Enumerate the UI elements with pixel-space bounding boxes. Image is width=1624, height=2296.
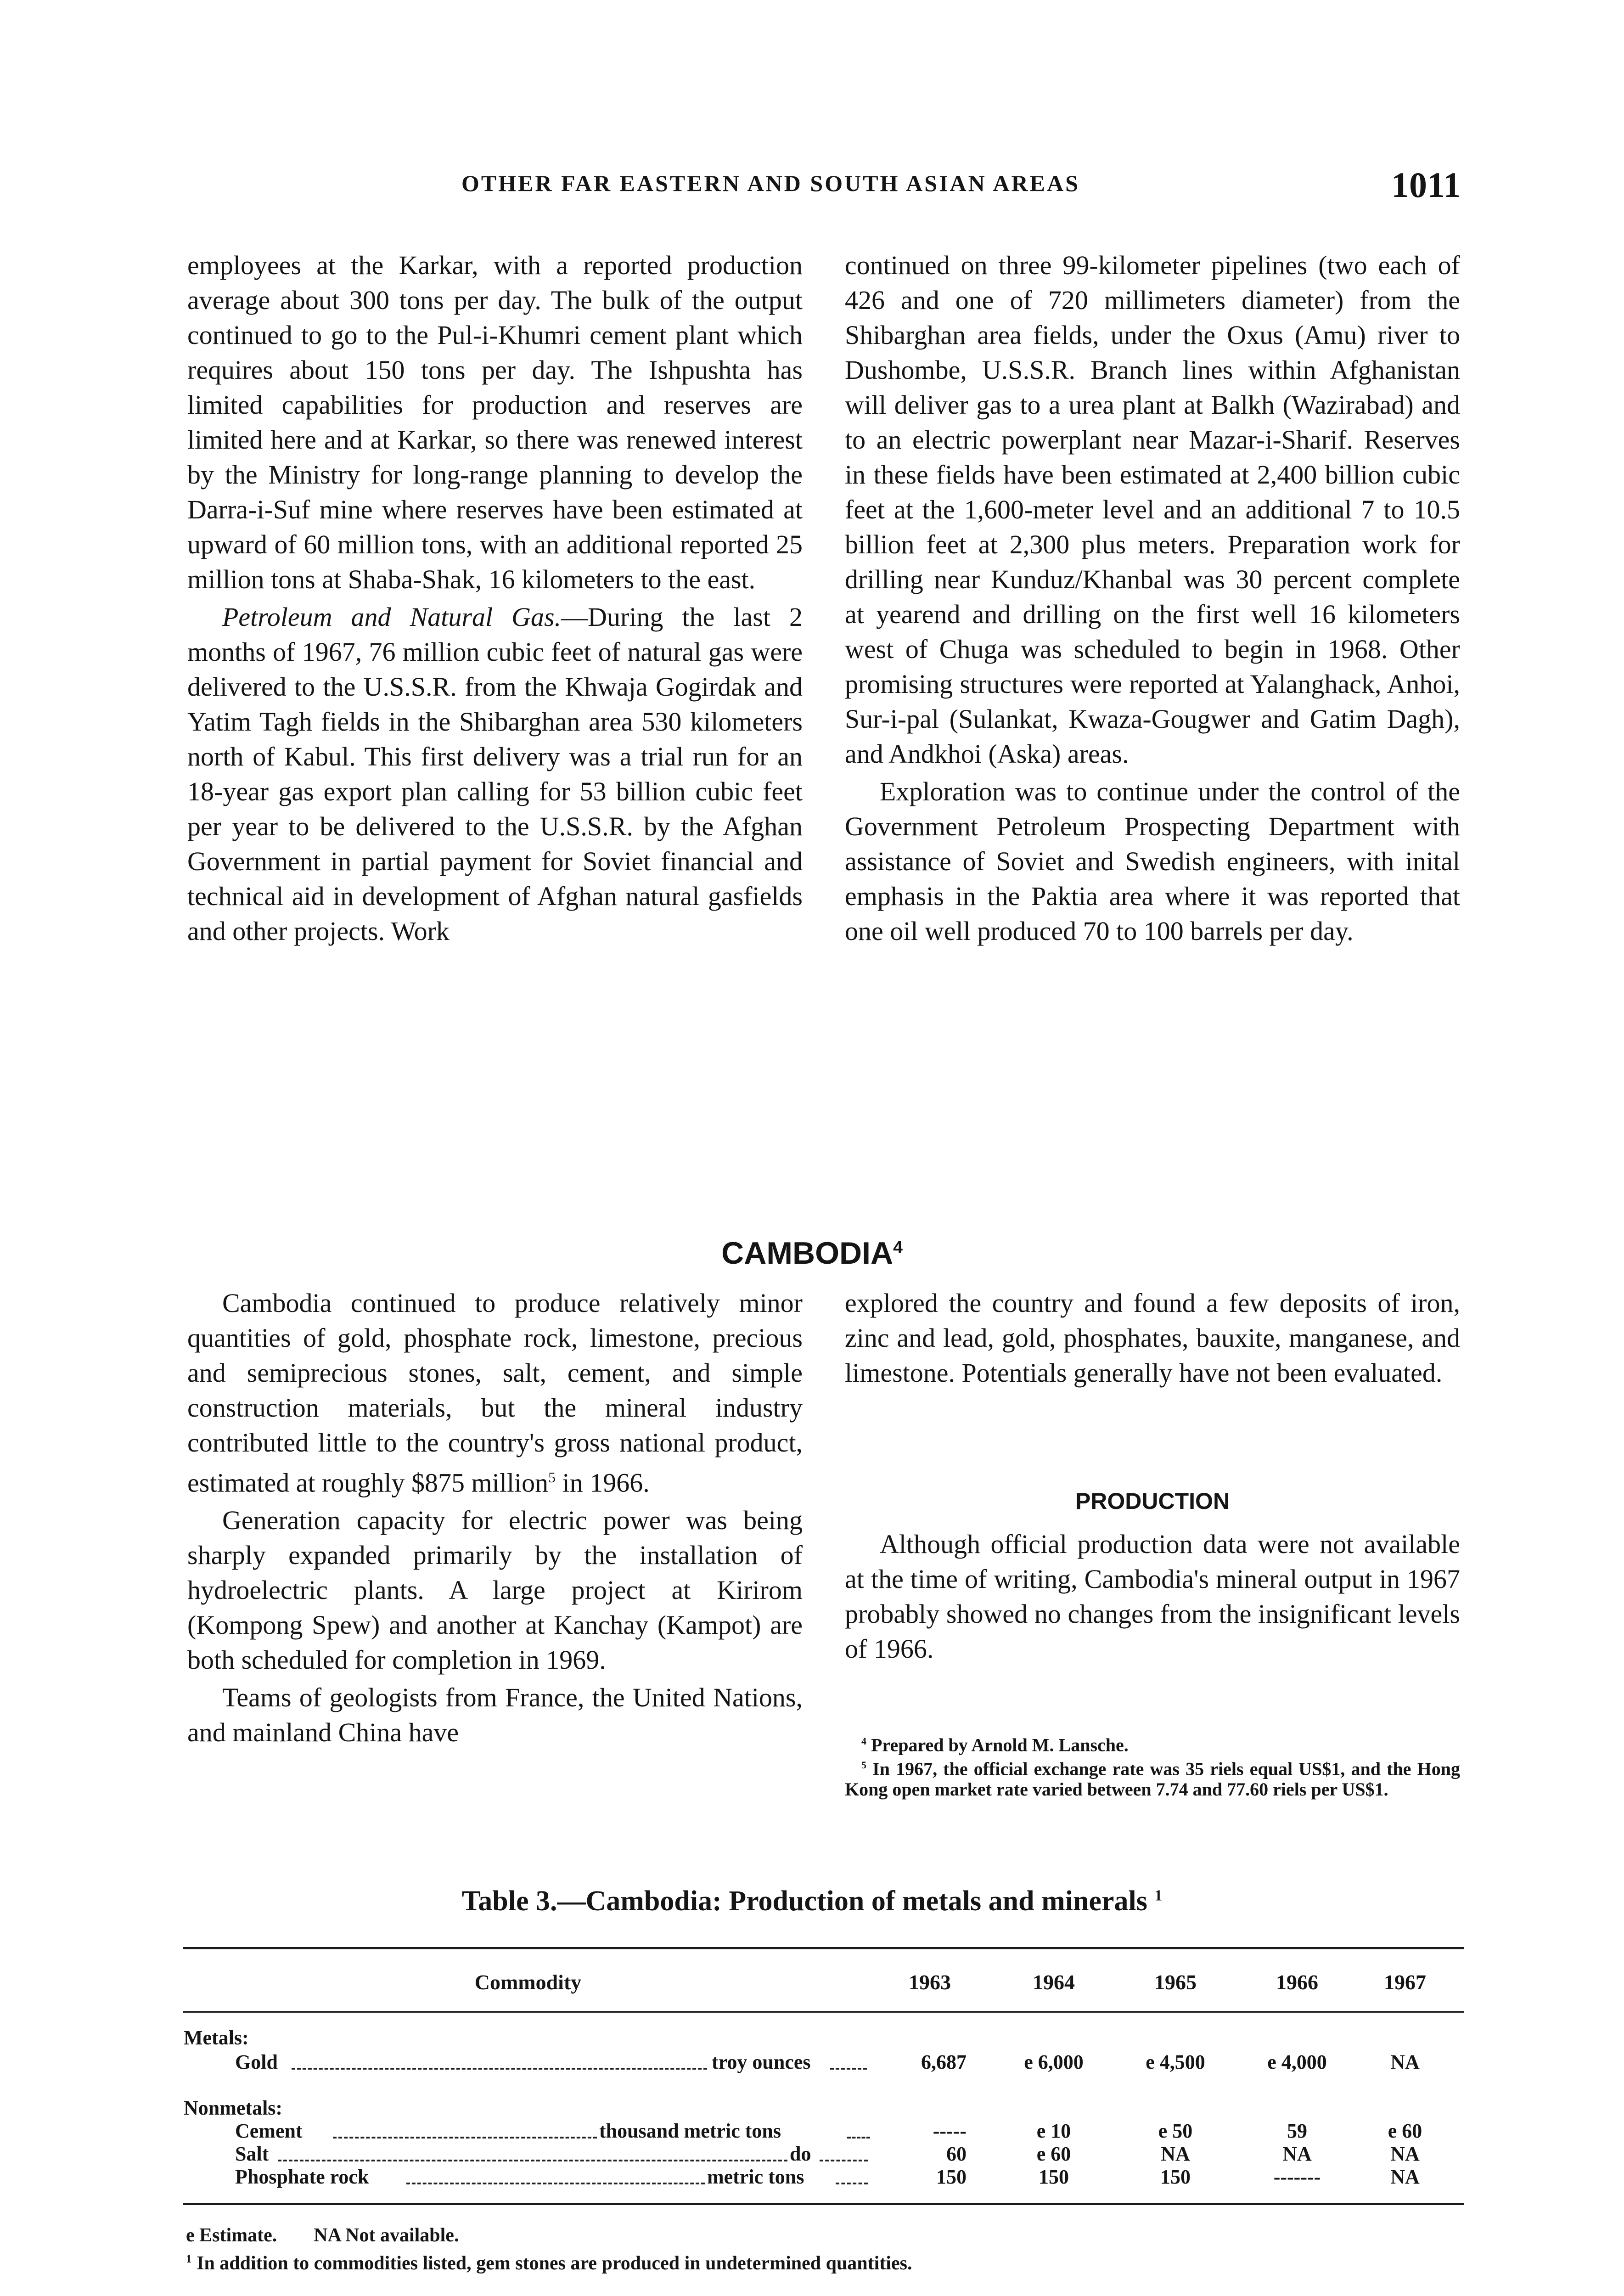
row-commodity: Salt [235,2143,269,2165]
footnote-ref: 4 [893,1237,903,1257]
table-note [186,2223,459,2247]
running-title: OTHER FAR EASTERN AND SOUTH ASIAN AREAS [461,170,1080,196]
cambodia-left-column [187,1286,803,1750]
table-top-rule [183,1947,1464,1949]
paragraph-text: Cambodia continued to produce relatively minor quantities of gold, phosphate rock, limestone, precious and semiprecious stones, salt, cement, and simple construction materials, but the mineral industry contributed little to the country's gross national product, estimated at roughly $875 million [187,1288,803,1498]
cell-value: NA [1390,2166,1420,2188]
footnote-mark: 4 [861,1735,866,1747]
footnote [845,1731,1460,1755]
running-head [0,164,1624,206]
top-left-column [187,248,803,949]
row-unit: troy ounces [712,2051,811,2073]
paragraph [187,600,803,949]
cell-value: NA [1282,2143,1312,2165]
row-commodity: Gold [235,2051,278,2073]
group-label: Nonmetals: [184,2097,283,2119]
cell-value: 59 [1287,2120,1307,2142]
footnote-mark: 5 [861,1759,866,1771]
column-header-year: 1963 [909,1970,951,1994]
footnote-ref: 1 [1154,1887,1163,1904]
paragraph: Generation capacity for electric power was being sharply expanded primarily by the installation of hydroelectric plants. A large project at Kirirom (Kompong Spew) and another at Kanchay (Kampot) are both scheduled for completion in 1969. [187,1505,803,1675]
column-header-year: 1967 [1384,1970,1426,1994]
cell-value: e 50 [1158,2120,1193,2142]
dot-leader [830,2068,867,2070]
na-note: NA Not available. [314,2225,459,2246]
dot-leader [820,2160,868,2161]
cell-value: ----- [933,2120,967,2142]
paragraph: Teams of geologists from France, the United Nations, and mainland China have [187,1683,803,1748]
paragraph-text: in 1966. [556,1468,650,1498]
cell-value: e 4,500 [1146,2051,1205,2073]
table-bottom-rule [183,2203,1464,2205]
footnote [845,1755,1460,1799]
cell-value: 6,687 [921,2051,967,2073]
cell-value: 150 [1160,2166,1191,2188]
cell-value: e 10 [1036,2120,1071,2142]
cell-value: e 6,000 [1024,2051,1084,2073]
column-header-year: 1966 [1276,1970,1318,1994]
table-title [0,1885,1624,1918]
page-number: 1011 [1391,165,1461,205]
paragraph: continued on three 99-kilometer pipelines (two each of 426 and one of 720 millimeters diameter) from the Shibarghan area fields, under the Oxus (Amu) river to Dushombe, U.S.S.R. Branch lines within Afghanistan will deliver gas to a urea plant at Balkh (Wazirabad) and to an electric powerplant near Mazar-i-Sharif. Reserves in these fields have been estimated at 2,400 billion cubic feet at the 1,600-meter level and an additional 7 to 10.5 billion feet at 2,300 plus meters. Preparation work for drilling near Kunduz/Khanbal was 30 percent complete at yearend and drilling on the first well 16 kilometers west of Chuga was scheduled to begin in 1968. Other promising structures were reported at Yalanghack, Anhoi, Sur-i-pal (Sulankat, Kwaza-Gougwer and Gatim Dagh), and Andkhoi (Aska) areas. [845,250,1460,769]
dot-leader [406,2183,705,2184]
estimate-note: e Estimate. [186,2225,277,2246]
paragraph: Although official production data were not available at the time of writing, Cambodia's mineral output in 1967 probably showed no changes from the insignificant levels of 1966. [845,1529,1460,1664]
group-label: Metals: [184,2026,249,2049]
cell-value: e 60 [1388,2120,1422,2142]
cell-value: e 60 [1036,2143,1071,2165]
row-commodity: Phosphate rock [235,2166,369,2188]
column-header-year: 1964 [1033,1970,1075,1994]
cell-value: e 4,000 [1267,2051,1327,2073]
footnote-text: Prepared by Arnold M. Lansche. [866,1734,1129,1756]
footnote-text: In 1967, the official exchange rate was 35 riels equal US$1, and the Hong Kong open market rate varied between 7.74 and 77.60 riels per US$1. [845,1758,1460,1800]
dot-leader [292,2068,707,2070]
row-commodity: Cement [235,2120,303,2142]
paragraph: employees at the Karkar, with a reported production average about 300 tons per day. The bulk of the output continued to go to the Pul-i-Khumri cement plant which requires about 150 tons per day. The Ishpushta has limited capabilities for production and reserves are limited here and at Karkar, so there was renewed interest by the Ministry for long-range planning to develop the Darra-i-Suf mine where reserves have been estimated at upward of 60 million tons, with an additional reported 25 million tons at Shaba-Shak, 16 kilometers to the east. [187,250,803,594]
subsection-heading: PRODUCTION [1075,1488,1230,1514]
cell-value: 60 [946,2143,967,2165]
table-title-text: Table 3.—Cambodia: Production of metals and minerals [461,1885,1147,1917]
cell-value: 150 [936,2166,967,2188]
cell-value: NA [1390,2143,1420,2165]
cell-value: NA [1390,2051,1420,2073]
dot-leader [836,2183,868,2184]
table-header-rule [183,2011,1464,2013]
dot-leader [847,2137,870,2138]
row-unit: thousand metric tons [599,2120,781,2142]
column-header-commodity: Commodity [474,1970,582,1994]
row-unit: metric tons [707,2166,804,2188]
dot-leader [333,2137,597,2138]
cell-value: 150 [1039,2166,1069,2188]
run-in-heading: Petroleum and Natural Gas. [222,602,562,632]
section-heading [0,1235,1624,1271]
top-right-column [845,248,1460,949]
table-footnote [186,2247,1467,2275]
footnote-text: In addition to commodities listed, gem stones are produced in undetermined quantities. [191,2253,912,2274]
section-title: CAMBODIA [721,1236,893,1271]
paragraph-text: —During the last 2 months of 1967, 76 million cubic feet of natural gas were delivered to the U.S.S.R. from the Khwaja Gogirdak and Yatim Tagh fields in the Shibarghan area 530 kilometers north of Kabul. This first delivery was a trial run for an 18-year gas export plan calling for 53 billion cubic feet per year to be delivered to the U.S.S.R. by the Afghan Government in partial payment for Soviet financial and technical aid in development of Afghan natural gasfields and other projects. Work [187,602,803,946]
footnote-ref: 5 [548,1469,556,1486]
paragraph: Exploration was to continue under the control of the Government Petroleum Prospecting Department with assistance of Soviet and Swedish engineers, with inital emphasis in the Paktia area where it was reported that one oil well produced 70 to 100 barrels per day. [845,777,1460,946]
cell-value: ------- [1273,2166,1321,2188]
paragraph [187,1286,803,1500]
paragraph: explored the country and found a few deposits of iron, zinc and lead, gold, phosphates, bauxite, manganese, and limestone. Potentials generally have not been evaluated. [845,1288,1460,1388]
cambodia-right-column-2 [845,1527,1460,1666]
dot-leader [278,2160,787,2161]
column-header-year: 1965 [1154,1970,1197,1994]
footnotes [845,1731,1460,1800]
row-unit: do [790,2143,811,2165]
cell-value: NA [1161,2143,1190,2165]
cambodia-right-column [845,1286,1460,1390]
footnote-mark: 1 [186,2253,192,2265]
